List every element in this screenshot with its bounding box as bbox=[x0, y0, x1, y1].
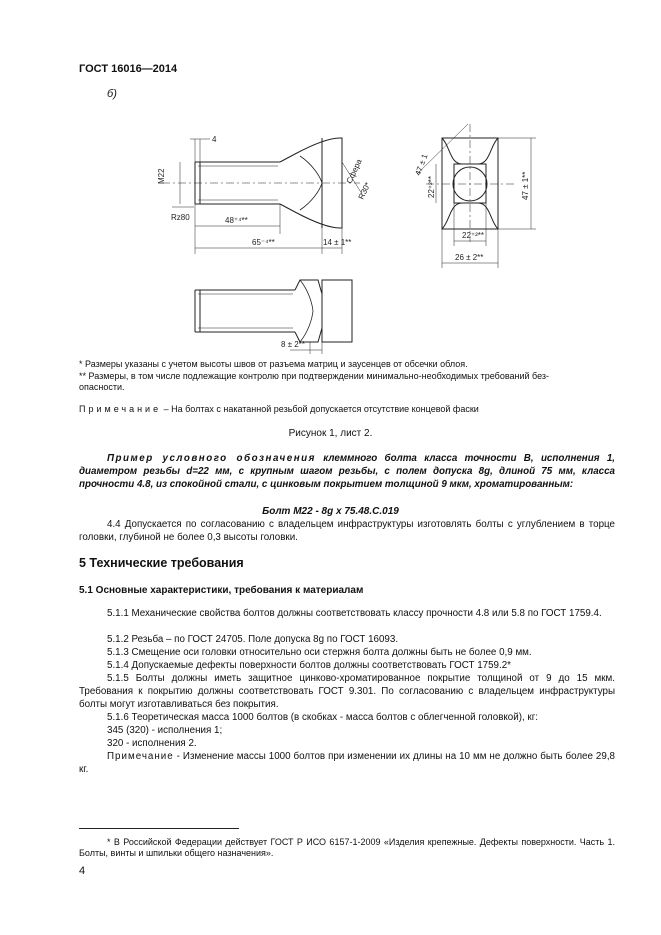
paragraph-5-1-3: 5.1.3 Смещение оси головки относительно оси стержня болта должны быть не более 0,9 мм. bbox=[107, 647, 532, 658]
mass-note bbox=[79, 750, 615, 776]
bolt-head-end-view bbox=[413, 124, 536, 268]
note-label: Примечание bbox=[79, 404, 162, 414]
designation-string: Болт М22 - 8g x 75.48.С.019 bbox=[262, 506, 399, 517]
bolt-drawing bbox=[150, 124, 550, 359]
page-number: 4 bbox=[79, 865, 86, 877]
footnote-double-star-cont: опасности. bbox=[79, 382, 125, 392]
diagonal-dimension-label: 47 ± 1 bbox=[413, 152, 430, 177]
head-height-label: 14 ± 1** bbox=[323, 238, 352, 247]
square-inner-horizontal-label: 22⁺²** bbox=[462, 231, 485, 240]
bolt-lower-view bbox=[195, 280, 352, 354]
lower-dimension-label: 8 ± 2** bbox=[281, 340, 305, 349]
section-5-title: 5 Технические требования bbox=[79, 556, 244, 570]
sphere-label: Сфера bbox=[344, 157, 364, 185]
page-footnote: * В Российской Федерации действует ГОСТ Р ИСО 6157-1-2009 «Изделия крепежные. Дефекты поверхности. Часть 1. Болты, винты и шпильки общего назначения». bbox=[79, 837, 615, 858]
paragraph-4-4: 4.4 Допускается по согласованию с владельцем инфраструктуры изготовлять болты с углублением в торце головки, глубиной не более 0,3 высоты головки. bbox=[79, 519, 615, 543]
paragraph-5-1-1: 5.1.1 Механические свойства болтов должны соответствовать классу прочности 4.8 или 5.8 по ГОСТ 1759.4. bbox=[107, 608, 602, 619]
bolt-side-view bbox=[157, 135, 372, 254]
chamfer-label: 4 bbox=[212, 135, 217, 144]
designation-example bbox=[79, 452, 615, 491]
mass-variant-1: 345 (320) - исполнения 1; bbox=[107, 725, 223, 736]
figure-variant-label: б) bbox=[107, 88, 117, 100]
head-height-right-label: 47 ± 1** bbox=[521, 171, 530, 200]
paragraph-5-1-4: 5.1.4 Допускаемые дефекты поверхности болтов должны соответствовать ГОСТ 1759.2* bbox=[107, 660, 511, 671]
example-lead: Пример условного обозначения bbox=[107, 453, 316, 464]
square-inner-vertical-label: 22⁺²** bbox=[427, 175, 436, 198]
example-text: клеммного болта класса точности B, исполнения 1, диаметром резьбы d=22 мм, с крупным шагом резьбы, с полем допуска 8g, длиной 75 мм, класса прочности 4.8, из спокойной стали, с цинковым покрытием толщиной 9 мкм, хроматированным: bbox=[79, 453, 615, 490]
thread-length-label: 48⁺⁴** bbox=[225, 216, 248, 225]
paragraph-5-1-6: 5.1.6 Теоретическая масса 1000 болтов (в скобках - масса болтов с облегченной головкой), кг: bbox=[107, 712, 539, 723]
bolt-length-label: 65⁻⁴** bbox=[252, 238, 275, 247]
paragraph-5-1-5: 5.1.5 Болты должны иметь защитное цинково-хроматированное покрытие толщиной от 9 до 15 мкм. Требования к покрытию должны соответствовать ГОСТ 9.301. По согласованию с владельцем инфраструктуры болты могут изготавливаться без покрытия. bbox=[79, 673, 615, 710]
document-code: ГОСТ 16016—2014 bbox=[79, 63, 178, 75]
paragraph-5-1-2: 5.1.2 Резьба – по ГОСТ 24705. Поле допуска 8g по ГОСТ 16093. bbox=[107, 634, 399, 645]
figure-caption: Рисунок 1, лист 2. bbox=[288, 428, 373, 439]
roughness-label: Rz80 bbox=[171, 213, 190, 222]
figure-note bbox=[79, 404, 479, 415]
footnote-star: * Размеры указаны с учетом высоты швов от разъема матриц и заусенцев от обсечки облоя. bbox=[79, 359, 468, 369]
mass-note-text: - Изменение массы 1000 болтов при изменении их длины на 10 мм не должно быть более 29,8 кг. bbox=[79, 751, 615, 775]
radius-label: R30* bbox=[356, 180, 373, 201]
mass-variant-2: 320 - исполнения 2. bbox=[107, 738, 197, 749]
section-5-1-title: 5.1 Основные характеристики, требования к материалам bbox=[79, 585, 364, 596]
note-text: – На болтах с накатанной резьбой допускается отсутствие концевой фаски bbox=[161, 404, 479, 414]
footnote-separator bbox=[79, 828, 239, 829]
thread-diameter-label: М22 bbox=[157, 168, 166, 184]
square-outer-label: 26 ± 2** bbox=[455, 253, 484, 262]
mass-note-label: Примечание bbox=[107, 751, 174, 762]
footnote-double-star: ** Размеры, в том числе подлежащие контролю при подтверждении минимально-необходимых требований без- bbox=[79, 371, 550, 381]
